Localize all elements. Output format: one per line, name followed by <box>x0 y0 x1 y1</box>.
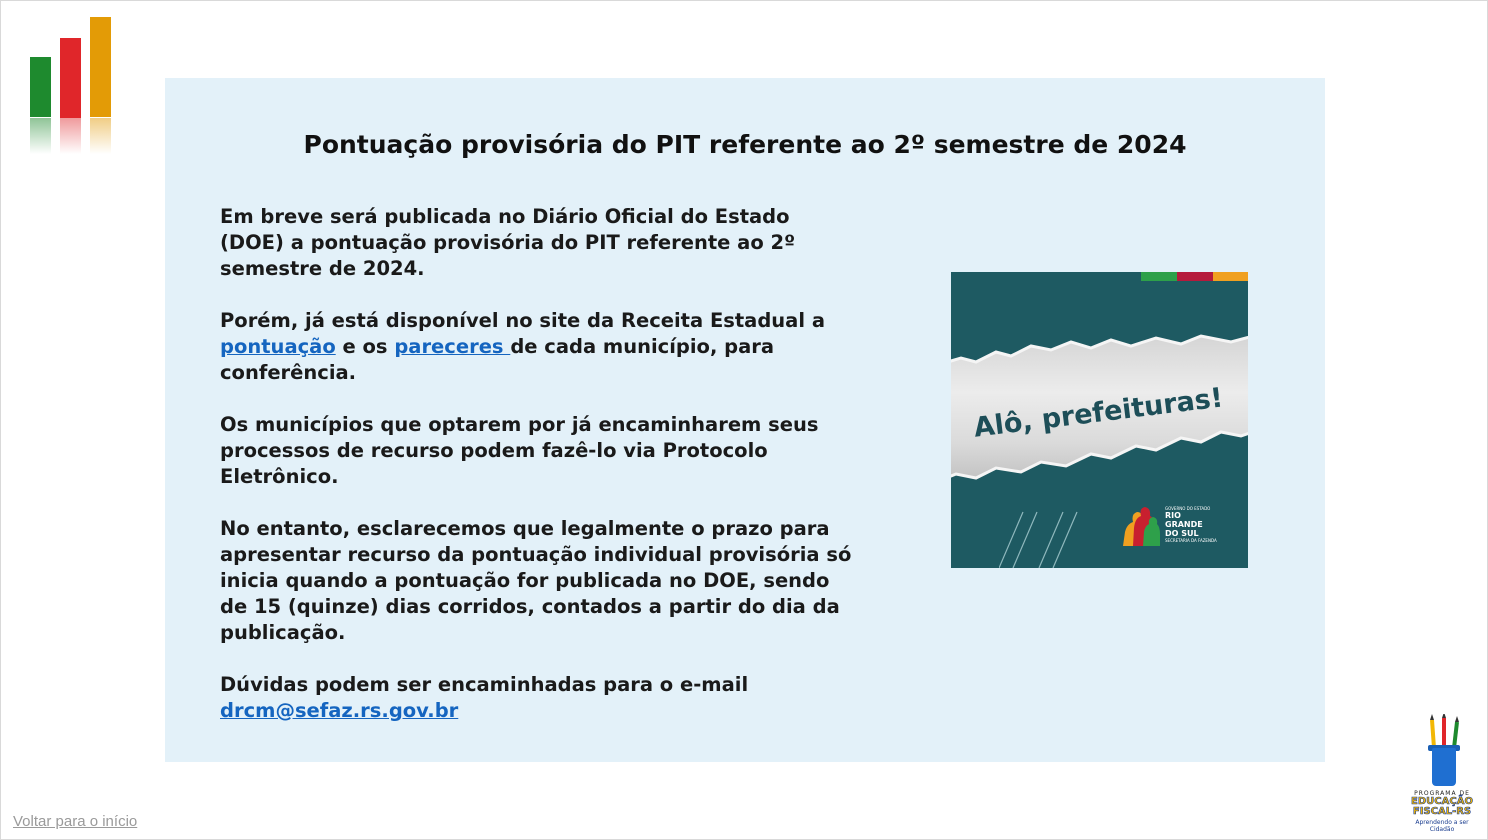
paragraph-contact <box>220 672 860 724</box>
brand-bar-orange <box>90 17 111 117</box>
education-program-logo <box>1404 714 1480 834</box>
paragraph-protocol: Os municípios que optarem por já encaminharem seus processos de recurso podem fazê-lo via Protocolo Eletrônico. <box>220 413 819 488</box>
pontuacao-link[interactable]: pontuação <box>220 335 336 358</box>
program-logo-line: EDUCAÇÃO <box>1411 796 1473 807</box>
paragraph-text: Dúvidas podem ser encaminhadas para o e-mail <box>220 673 749 696</box>
back-to-start-link[interactable]: Voltar para o início <box>13 813 138 830</box>
pareceres-link[interactable]: pareceres <box>394 335 511 358</box>
gov-line: DO SUL <box>1165 529 1199 538</box>
promo-image <box>951 272 1248 568</box>
program-logo-top: PROGRAMA DE <box>1414 790 1470 797</box>
brand-bar-red <box>60 38 81 118</box>
promo-stripe-orange <box>1213 272 1248 281</box>
gov-line: RIO <box>1165 511 1181 520</box>
promo-headline: Alô, prefeituras! <box>972 382 1225 444</box>
gov-label: GOVERNO DO ESTADO <box>1165 506 1211 511</box>
paragraph-availability <box>220 308 860 386</box>
brand-bars-logo <box>30 16 114 156</box>
announcement-body <box>220 204 860 750</box>
paragraph-text: de cada município, para conferência. <box>220 335 775 384</box>
promo-stripe-red <box>1177 272 1213 281</box>
paragraph-deadline: No entanto, esclarecemos que legalmente o prazo para apresentar recurso da pontuação individual provisória só inicia quando a pontuação for publicada no DOE, sendo de 15 (quinze) dias corridos, contados a partir do dia da publicação. <box>220 517 852 644</box>
brand-bar-reflection <box>90 118 111 154</box>
page-title: Pontuação provisória do PIT referente ao 2º semestre de 2024 <box>303 130 1187 159</box>
program-logo-line: FISCAL-RS <box>1412 806 1472 817</box>
program-logo-tagline: Aprendendo a ser Cidadão <box>1415 819 1469 833</box>
cup-icon <box>1432 748 1456 786</box>
rs-government-seal-icon <box>1121 504 1161 548</box>
decorative-slash-lines <box>999 510 1079 568</box>
paragraph-text: e os <box>335 335 395 358</box>
promo-stripe-green <box>1141 272 1177 281</box>
paragraph-text: Porém, já está disponível no site da Receita Estadual a <box>220 309 825 332</box>
rs-government-wordmark <box>1165 506 1245 543</box>
brand-bar-reflection <box>60 118 81 154</box>
email-link[interactable]: drcm@sefaz.rs.gov.br <box>220 699 459 722</box>
gov-line: GRANDE <box>1165 520 1203 529</box>
brand-bar-green <box>30 57 51 117</box>
paragraph-publication: Em breve será publicada no Diário Oficial do Estado (DOE) a pontuação provisória do PIT referente ao 2º semestre de 2024. <box>220 205 796 280</box>
gov-secretariat: SECRETARIA DA FAZENDA <box>1165 538 1217 543</box>
program-logo-main <box>1404 797 1480 817</box>
brand-bar-reflection <box>30 118 51 154</box>
